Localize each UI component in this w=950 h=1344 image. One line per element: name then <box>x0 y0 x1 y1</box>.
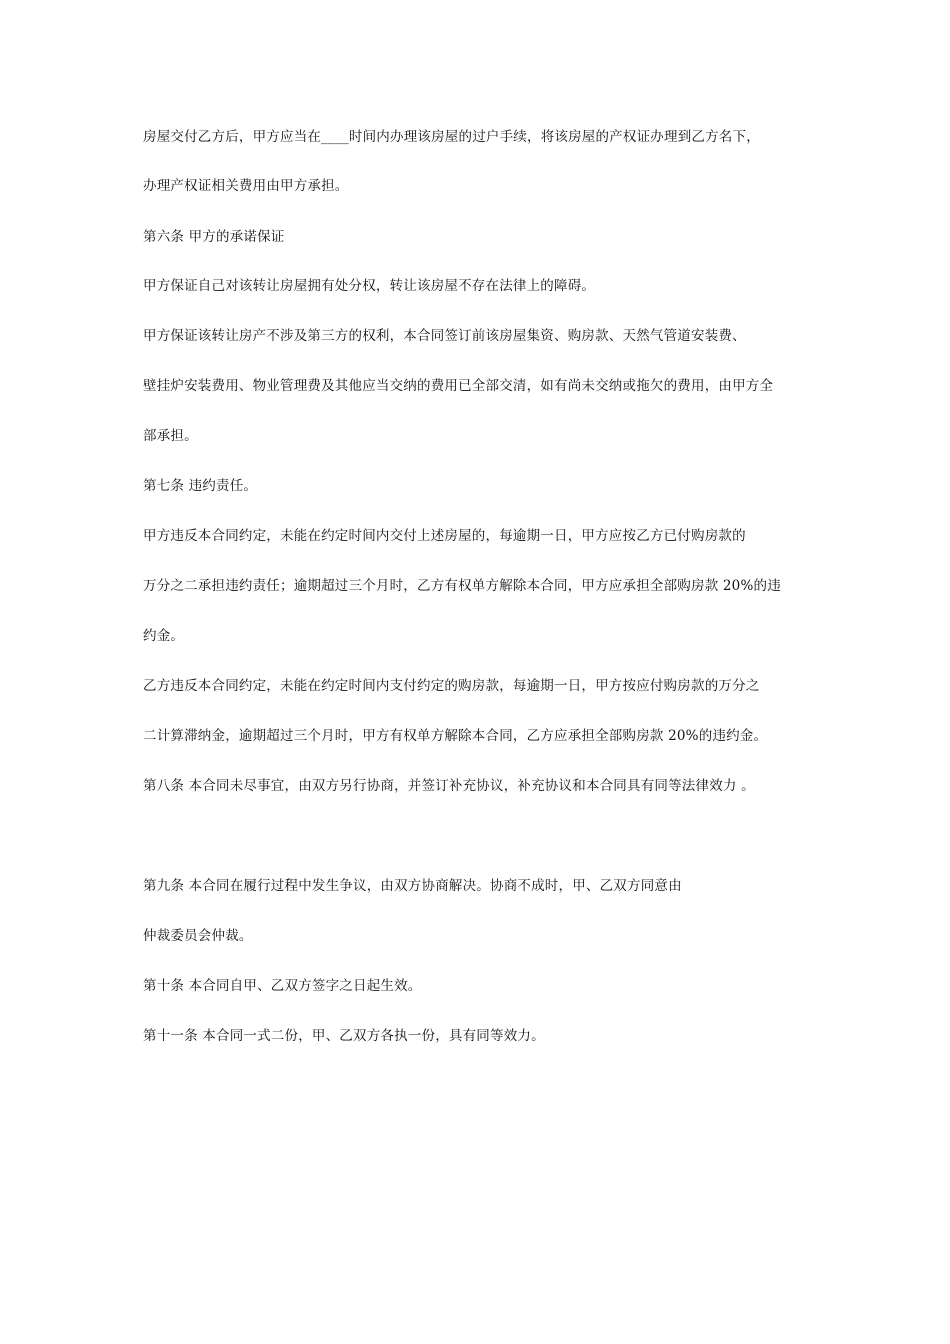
text-line: 约金。 <box>143 628 185 644</box>
text-line: 第九条 本合同在履行过程中发生争议，由双方协商解决。协商不成时，甲、乙双方同意由 <box>143 878 682 894</box>
text-line: 甲方保证该转让房产不涉及第三方的权利，本合同签订前该房屋集资、购房款、天然气管道安装费、 <box>143 328 746 344</box>
text-line: 乙方违反本合同约定，未能在约定时间内支付约定的购房款，每逾期一日，甲方按应付购房款的万分之 <box>143 678 760 694</box>
text-line: 甲方保证自己对该转让房屋拥有处分权，转让该房屋不存在法律上的障碍。 <box>143 278 596 294</box>
text-line: 第十一条 本合同一式二份，甲、乙双方各执一份，具有同等效力。 <box>143 1028 545 1044</box>
text-line: 办理产权证相关费用由甲方承担。 <box>143 178 349 194</box>
text-line: 仲裁委员会仲裁。 <box>143 928 253 944</box>
text-line: 部承担。 <box>143 428 198 444</box>
text-line: 二计算滞纳金，逾期超过三个月时，甲方有权单方解除本合同，乙方应承担全部购房款 20%的违约金。 <box>143 728 768 744</box>
text-line: 万分之二承担违约责任；逾期超过三个月时，乙方有权单方解除本合同，甲方应承担全部购房款 20%的违 <box>143 578 781 594</box>
text-line: 甲方违反本合同约定，未能在约定时间内交付上述房屋的，每逾期一日，甲方应按乙方已付购房款的 <box>143 528 746 544</box>
article-heading: 第六条 甲方的承诺保证 <box>143 229 285 245</box>
text-line: 第八条 本合同未尽事宜，由双方另行协商，并签订补充协议，补充协议和本合同具有同等法律效力 。 <box>143 778 755 794</box>
text-line: 房屋交付乙方后，甲方应当在____时间内办理该房屋的过户手续，将该房屋的产权证办理到乙方名下， <box>143 129 760 145</box>
article-heading: 第七条 违约责任。 <box>143 478 258 494</box>
text-line: 壁挂炉安装费用、物业管理费及其他应当交纳的费用已全部交清，如有尚未交纳或拖欠的费用，由甲方全 <box>143 378 774 394</box>
text-line: 第十条 本合同自甲、乙双方签字之日起生效。 <box>143 978 422 994</box>
